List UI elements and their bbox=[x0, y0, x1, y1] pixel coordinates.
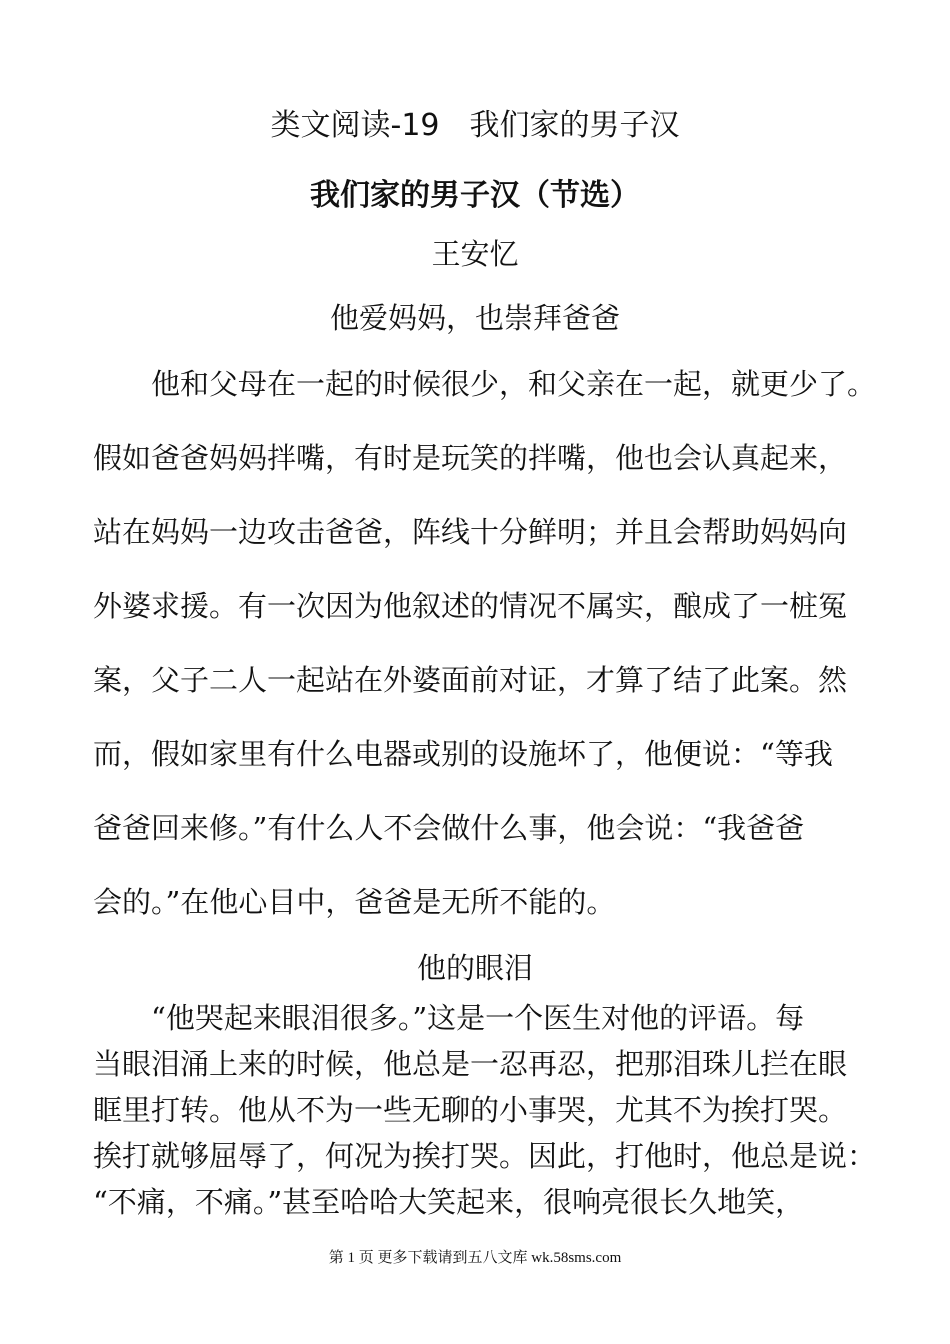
paragraph-line: 眶里打转。他从不为一些无聊的小事哭，尤其不为挨打哭。 bbox=[93, 1093, 848, 1127]
paragraph-line: 而，假如家里有什么电器或别的设施坏了，他便说：“等我 bbox=[93, 737, 833, 771]
document-title: 类文阅读-19 我们家的男子汉 bbox=[270, 108, 680, 143]
article-title: 我们家的男子汉（节选） bbox=[310, 178, 640, 213]
section-heading-2: 他的眼泪 bbox=[416, 951, 533, 985]
paragraph-line: 挨打就够屈辱了，何况为挨打哭。因此，打他时，他总是说： bbox=[93, 1139, 877, 1173]
paragraph-line: 他和父母在一起的时候很少，和父亲在一起，就更少了。 bbox=[151, 367, 877, 401]
paragraph-line: 站在妈妈一边攻击爸爸，阵线十分鲜明；并且会帮助妈妈向 bbox=[93, 515, 848, 549]
paragraph-line: “他哭起来眼泪很多。”这是一个医生对他的评语。每 bbox=[151, 1001, 805, 1035]
paragraph-line: 爸爸回来修。”有什么人不会做什么事，他会说：“我爸爸 bbox=[93, 811, 805, 845]
author-name: 王安忆 bbox=[431, 237, 519, 271]
paragraph-line: “不痛，不痛。”甚至哈哈大笑起来，很响亮很长久地笑， bbox=[93, 1185, 805, 1219]
paragraph-line: 当眼泪涌上来的时候，他总是一忍再忍，把那泪珠儿拦在眼 bbox=[93, 1047, 848, 1081]
page-footer: 第 1 页 更多下载请到五八文库 wk.58sms.com bbox=[328, 1250, 622, 1266]
paragraph-line: 外婆求援。有一次因为他叙述的情况不属实，酿成了一桩冤 bbox=[93, 589, 848, 623]
paragraph-line: 会的。”在他心目中，爸爸是无所不能的。 bbox=[93, 885, 616, 919]
paragraph-line: 假如爸爸妈妈拌嘴，有时是玩笑的拌嘴，他也会认真起来， bbox=[93, 441, 848, 475]
section-heading-1: 他爱妈妈，也崇拜爸爸 bbox=[329, 301, 620, 335]
paragraph-line: 案，父子二人一起站在外婆面前对证，才算了结了此案。然 bbox=[93, 663, 848, 697]
